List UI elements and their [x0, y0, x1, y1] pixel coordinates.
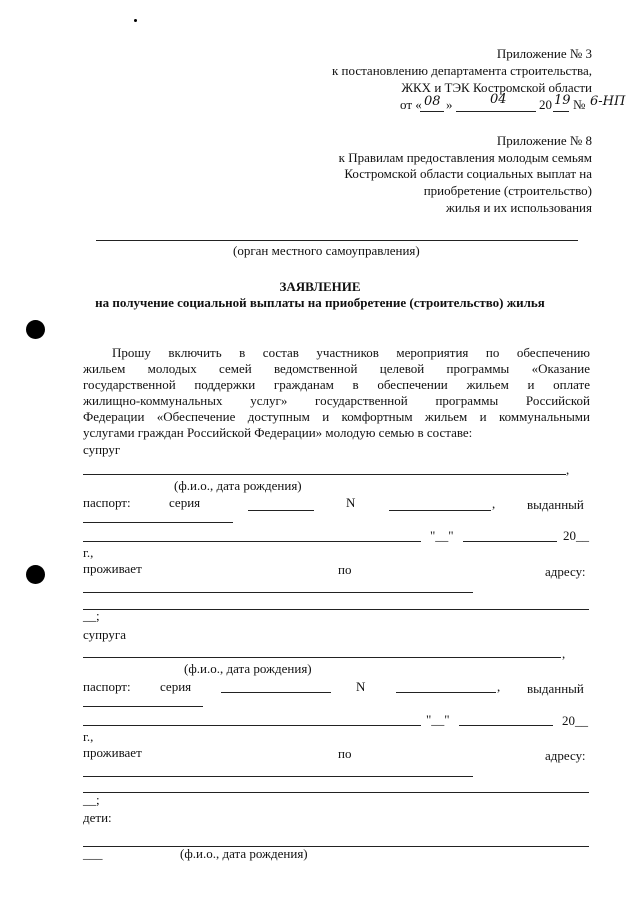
- husband-address-label: адресу:: [545, 564, 586, 579]
- wife-address-field-1[interactable]: [83, 776, 473, 777]
- appendix-8-line2: Костромской области социальных выплат на: [344, 166, 592, 181]
- statement-subtitle: на получение социальной выплаты на приобретение (строительство) жилья: [95, 295, 545, 310]
- speck: [134, 19, 137, 22]
- date-prefix: от «: [400, 97, 422, 112]
- body-line-3: государственной поддержки гражданам в обеспечении жильем и оплате: [83, 377, 590, 392]
- punch-hole-top: [26, 320, 45, 339]
- body-line-6: услугами граждан Российской Федерации» молодую семью в составе:: [83, 425, 473, 440]
- husband-number-field[interactable]: [389, 510, 491, 511]
- appendix-8-title: Приложение № 8: [496, 133, 592, 148]
- wife-label: супруга: [83, 627, 126, 642]
- husband-number-label: N: [346, 495, 356, 510]
- wife-address-field-2[interactable]: [83, 792, 589, 793]
- date-mid: »: [446, 97, 453, 112]
- appendix-8-line3: приобретение (строительство): [423, 183, 592, 198]
- husband-address-field-1[interactable]: [83, 592, 473, 593]
- wife-issue-date-field[interactable]: [459, 725, 553, 726]
- wife-number-field[interactable]: [396, 692, 496, 693]
- wife-name-caption: (ф.и.о., дата рождения): [184, 661, 312, 676]
- wife-series-field[interactable]: [221, 692, 331, 693]
- children-name-caption: (ф.и.о., дата рождения): [180, 846, 308, 861]
- husband-name-caption: (ф.и.о., дата рождения): [174, 478, 302, 493]
- wife-passport-label: паспорт:: [83, 679, 131, 694]
- appendix-3-line1: к постановлению департамента строительства,: [331, 63, 592, 78]
- wife-number-label: N: [356, 679, 366, 694]
- husband-label: супруг: [83, 442, 121, 457]
- appendix-8-line1: к Правилам предоставления молодым семьям: [338, 150, 592, 165]
- authority-caption: (орган местного самоуправления): [233, 243, 420, 258]
- appendix-8-line4: жилья и их использования: [445, 200, 592, 215]
- children-name-field[interactable]: [83, 846, 589, 847]
- date-day: 08: [424, 94, 441, 109]
- husband-issued-label: выданный: [527, 497, 584, 512]
- number-value: 6-НП: [590, 94, 626, 109]
- husband-series-label: серия: [169, 495, 201, 510]
- body-line-5: Федерации «Обеспечение доступным и комфортным жильем и коммунальными: [83, 409, 590, 424]
- date-year-prefix: 20: [539, 97, 552, 112]
- body-line-2: жильем молодых семей ведомственной целевой программы «Оказание: [83, 361, 590, 376]
- wife-series-label: серия: [160, 679, 192, 694]
- date-year: 19: [554, 93, 571, 108]
- appendix-3-line2: ЖКХ и ТЭК Костромской области: [401, 80, 592, 95]
- husband-issued-field-2[interactable]: [83, 541, 421, 542]
- appendix-3-title: Приложение № 3: [496, 46, 592, 61]
- husband-address-field-2[interactable]: [83, 609, 589, 610]
- husband-name-field[interactable]: [83, 474, 566, 475]
- authority-line: [96, 240, 578, 241]
- children-label: дети:: [83, 810, 112, 825]
- husband-passport-label: паспорт:: [83, 495, 131, 510]
- body-line-4: жилищно-коммунальных услуг» государственной программы Российской: [83, 393, 590, 408]
- wife-address-label: адресу:: [545, 748, 586, 763]
- husband-series-field[interactable]: [248, 510, 314, 511]
- wife-issued-field-1[interactable]: [83, 706, 203, 707]
- punch-hole-bottom: [26, 565, 45, 584]
- statement-title: ЗАЯВЛЕНИЕ: [279, 279, 361, 294]
- husband-issue-date-field[interactable]: [463, 541, 557, 542]
- body-line-1: Прошу включить в состав участников мероприятия по обеспечению: [112, 345, 590, 360]
- wife-lives-label: проживает: [83, 745, 142, 760]
- wife-issued-label: выданный: [527, 681, 584, 696]
- wife-name-field[interactable]: [83, 657, 561, 658]
- husband-issued-field-1[interactable]: [83, 522, 233, 523]
- wife-issued-field-2[interactable]: [83, 725, 421, 726]
- husband-lives-label: проживает: [83, 561, 142, 576]
- number-label: №: [573, 97, 586, 112]
- date-month: 04: [490, 92, 507, 107]
